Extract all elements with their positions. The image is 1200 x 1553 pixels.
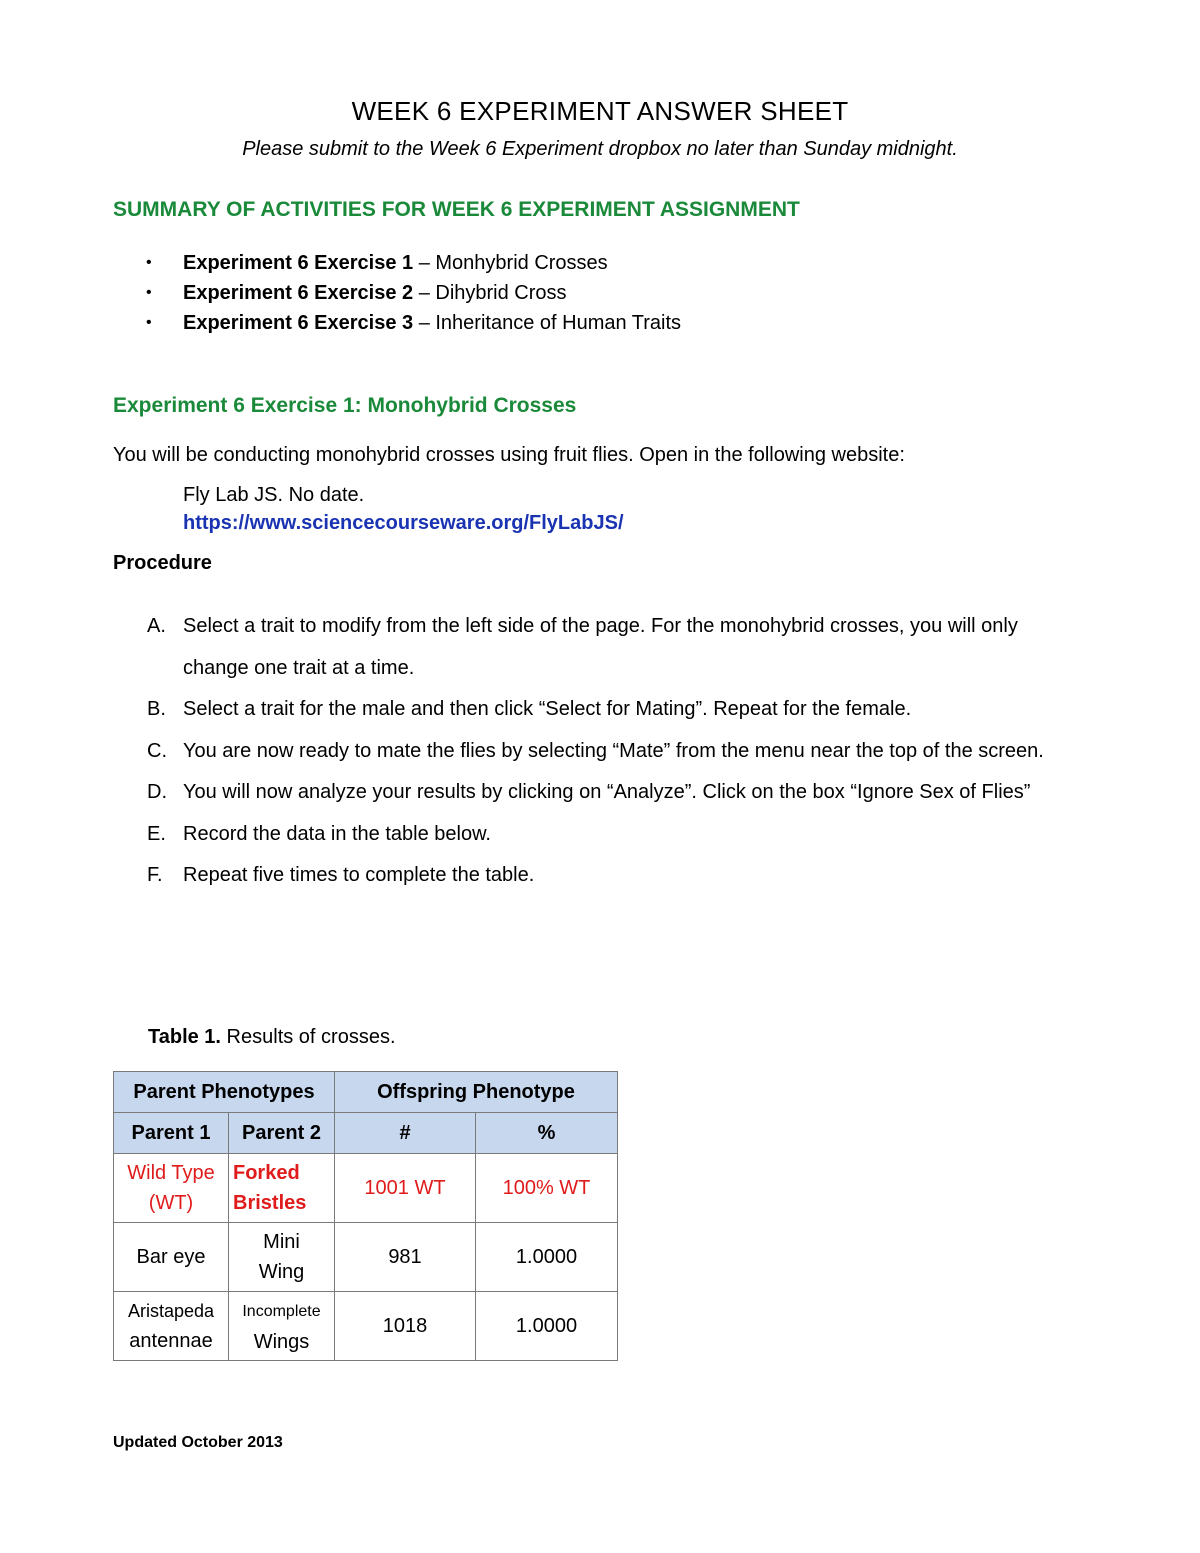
cell-parent-1 (114, 1154, 229, 1223)
bullet-icon: • (146, 284, 152, 301)
cell-count: 981 (335, 1223, 476, 1292)
table-row (114, 1292, 618, 1361)
step-letter: A. (147, 615, 166, 637)
header-parent-2: Parent 2 (229, 1113, 335, 1154)
cell-count: 1018 (335, 1292, 476, 1361)
table-caption-label: Table 1. (148, 1026, 221, 1048)
summary-item-label: Experiment 6 Exercise 2 (183, 282, 414, 304)
header-offspring-phenotype: Offspring Phenotype (335, 1072, 618, 1113)
cell-line: Wings (253, 1331, 310, 1353)
cell-line: Incomplete (242, 1303, 321, 1320)
table-group-header-row (114, 1072, 618, 1113)
summary-item (113, 278, 681, 308)
cell-line: Mini (263, 1231, 300, 1253)
cell-line: antennae (129, 1330, 213, 1352)
procedure-step (113, 731, 1073, 773)
step-text: You will now analyze your results by clicking on “Analyze”. Click on the box “Ignore Sex of Flies” (183, 781, 1031, 803)
results-table (113, 1071, 618, 1361)
cell-line: Wing (258, 1261, 305, 1283)
cell-line: Bristles (233, 1192, 307, 1214)
summary-list (113, 248, 681, 338)
step-letter: F. (147, 864, 163, 886)
procedure-step (113, 855, 1073, 897)
summary-item-text: – Dihybrid Cross (413, 282, 567, 304)
summary-item (113, 308, 681, 338)
exercise-intro: You will be conducting monohybrid crosses using fruit flies. Open in the following website: (113, 444, 905, 466)
table-row (114, 1223, 618, 1292)
summary-item-text: – Monhybrid Crosses (413, 252, 608, 274)
cell-count: 1001 WT (335, 1154, 476, 1223)
step-text: Select a trait for the male and then click “Select for Mating”. Repeat for the female. (183, 698, 912, 720)
table-row (114, 1154, 618, 1223)
cell-line: Aristapeda (127, 1301, 215, 1321)
step-text: You are now ready to mate the flies by selecting “Mate” from the menu near the top of the screen. (183, 739, 1044, 762)
cell-line: Bar eye (136, 1246, 206, 1268)
summary-item (113, 248, 681, 278)
cell-line: Wild Type (127, 1162, 215, 1184)
procedure-step (113, 689, 1073, 731)
summary-item-label: Experiment 6 Exercise 1 (183, 252, 414, 274)
step-letter: D. (147, 781, 167, 803)
header-parent-phenotypes: Parent Phenotypes (114, 1072, 335, 1113)
document-title: WEEK 6 EXPERIMENT ANSWER SHEET (351, 96, 849, 126)
table-column-header-row (114, 1113, 618, 1154)
cell-parent-1 (114, 1292, 229, 1361)
citation-text: Fly Lab JS. No date. (183, 484, 365, 506)
bullet-icon: • (146, 254, 152, 271)
procedure-heading: Procedure (113, 552, 212, 574)
step-letter: E. (147, 822, 166, 845)
header-count: # (335, 1113, 476, 1154)
step-letter: C. (147, 739, 167, 762)
cell-percent: 1.0000 (476, 1292, 618, 1361)
cell-parent-2 (229, 1154, 335, 1223)
cell-percent: 1.0000 (476, 1223, 618, 1292)
header-parent-1: Parent 1 (114, 1113, 229, 1154)
header-percent: % (476, 1113, 618, 1154)
procedure-step (113, 772, 1073, 814)
step-text: Select a trait to modify from the left side of the page. For the monohybrid crosses, you will only change one trait at a time. (183, 615, 1018, 679)
cell-parent-2 (229, 1292, 335, 1361)
cell-percent: 100% WT (476, 1154, 618, 1223)
cell-line: Forked (233, 1162, 300, 1184)
bullet-icon: • (146, 314, 152, 331)
exercise-heading: Experiment 6 Exercise 1: Monohybrid Crosses (113, 394, 577, 417)
summary-item-label: Experiment 6 Exercise 3 (183, 312, 414, 334)
flylab-link[interactable]: https://www.sciencecourseware.org/FlyLabJS/ (183, 512, 624, 534)
step-letter: B. (147, 698, 166, 720)
footer-updated: Updated October 2013 (113, 1434, 283, 1451)
cell-line: (WT) (148, 1192, 194, 1214)
document-subtitle: Please submit to the Week 6 Experiment dropbox no later than Sunday midnight. (242, 138, 958, 160)
cell-parent-1 (114, 1223, 229, 1292)
summary-item-text: – Inheritance of Human Traits (413, 312, 682, 334)
procedure-steps (113, 606, 1073, 897)
procedure-step (113, 814, 1073, 856)
step-text: Repeat five times to complete the table. (183, 864, 535, 886)
step-text: Record the data in the table below. (183, 822, 491, 845)
table-caption-text: Results of crosses. (221, 1026, 396, 1048)
procedure-step (113, 606, 1073, 689)
summary-heading: SUMMARY OF ACTIVITIES FOR WEEK 6 EXPERIMENT ASSIGNMENT (113, 198, 800, 221)
table-caption (148, 1026, 396, 1049)
cell-parent-2 (229, 1223, 335, 1292)
